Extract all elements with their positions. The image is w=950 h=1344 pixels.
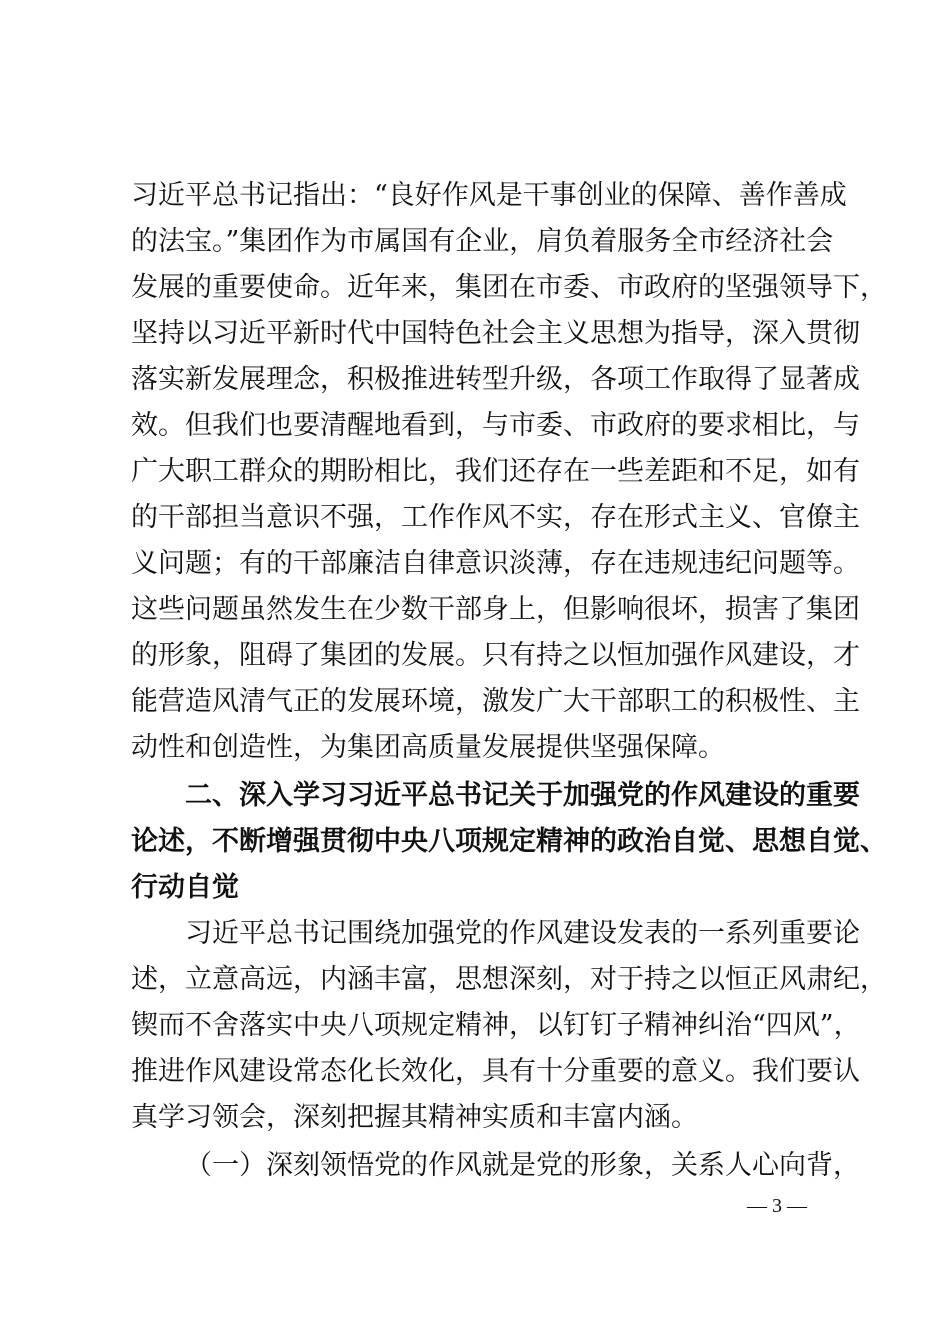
section-heading-2-line-1: 二、深入学习习近平总书记关于加强党的作风建设的重要 [185, 780, 860, 811]
paragraph-1-line-5: 落实新发展理念，积极推进转型升级，各项工作取得了显著成 [131, 364, 860, 395]
paragraph-2-line-1: 习近平总书记围绕加强党的作风建设发表的一系列重要论 [185, 918, 860, 949]
paragraph-1-line-9: 义问题；有的干部廉洁自律意识淡薄，存在违规违纪问题等。 [131, 548, 860, 579]
paragraph-1-line-12: 能营造风清气正的发展环境，激发广大干部职工的积极性、主 [131, 686, 860, 717]
paragraph-2-line-4: 推进作风建设常态化长效化，具有十分重要的意义。我们要认 [131, 1056, 860, 1087]
paragraph-1-line-13: 动性和创造性，为集团高质量发展提供坚强保障。 [131, 732, 725, 763]
paragraph-1-line-11: 的形象，阻碍了集团的发展。只有持之以恒加强作风建设，才 [131, 640, 860, 671]
paragraph-2-line-3: 锲而不舍落实中央八项规定精神，以钉钉子精神纠治“四风”， [131, 1010, 861, 1041]
section-heading-2-line-3: 行动自觉 [131, 872, 239, 903]
paragraph-1-line-3: 发展的重要使命。近年来，集团在市委、市政府的坚强领导下， [131, 272, 887, 303]
paragraph-1-line-1: 习近平总书记指出：“良好作风是干事创业的保障、善作善成 [131, 180, 847, 211]
paragraph-1-line-6: 效。但我们也要清醒地看到，与市委、市政府的要求相比，与 [131, 410, 860, 441]
paragraph-2-line-5: 真学习领会，深刻把握其精神实质和丰富内涵。 [131, 1102, 698, 1133]
paragraph-1-line-2: 的法宝。”集团作为市属国有企业，肩负着服务全市经济社会 [131, 226, 834, 257]
section-heading-2-line-2: 论述，不断增强贯彻中央八项规定精神的政治自觉、思想自觉、 [131, 826, 887, 857]
paragraph-1-line-7: 广大职工群众的期盼相比，我们还存在一些差距和不足，如有 [131, 456, 860, 487]
subheading-1: （一）深刻领悟党的作风就是党的形象，关系人心向背， [185, 1150, 860, 1181]
paragraph-1-line-8: 的干部担当意识不强，工作作风不实，存在形式主义、官僚主 [131, 502, 860, 533]
paragraph-1-line-10: 这些问题虽然发生在少数干部身上，但影响很坏，损害了集团 [131, 594, 860, 625]
paragraph-1-line-4: 坚持以习近平新时代中国特色社会主义思想为指导，深入贯彻 [131, 318, 860, 349]
paragraph-2-line-2: 述，立意高远，内涵丰富，思想深刻，对于持之以恒正风肃纪， [131, 964, 887, 995]
page-number: — 3 — [747, 1195, 807, 1217]
